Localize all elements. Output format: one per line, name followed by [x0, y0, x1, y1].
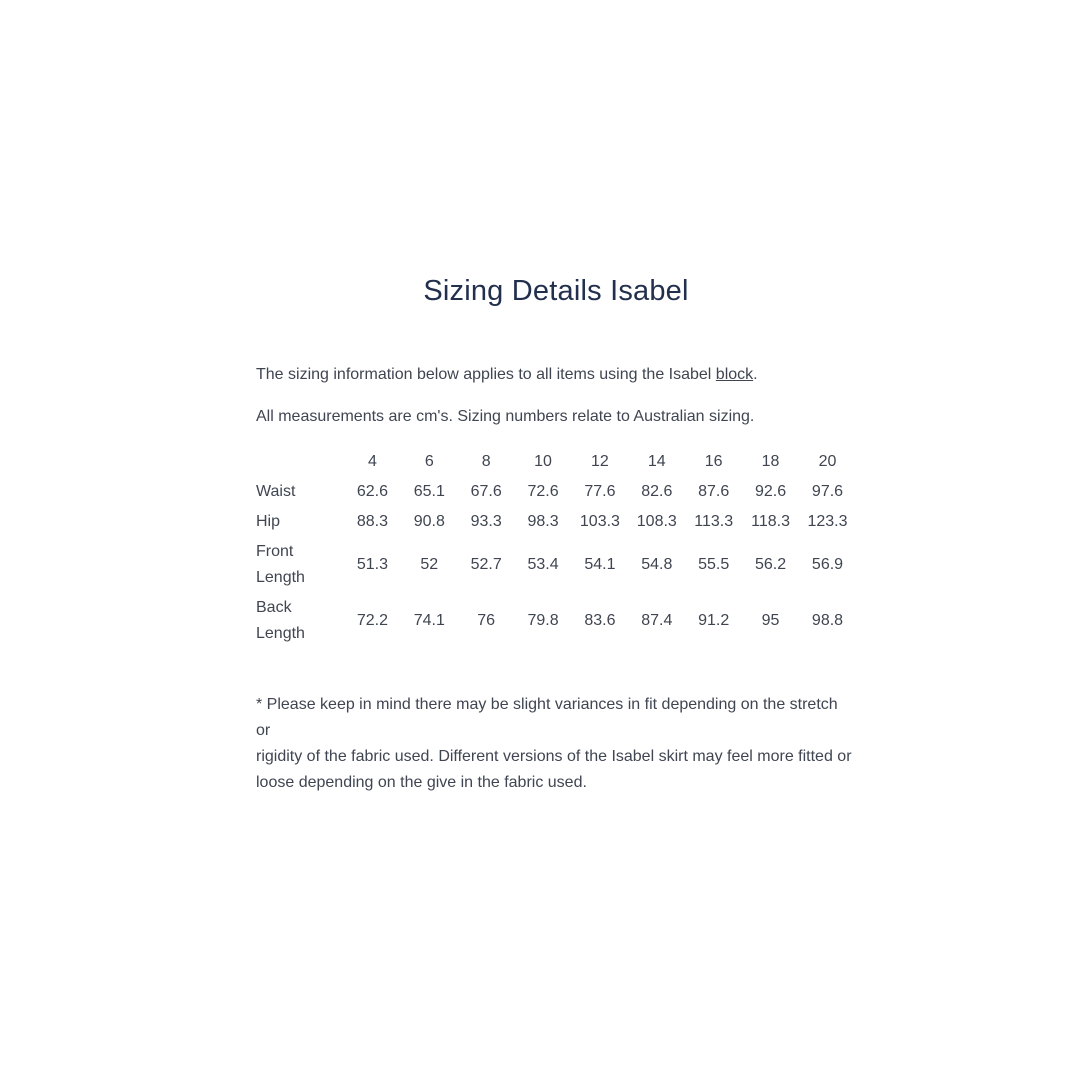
footnote-line: rigidity of the fabric used. Different versions of the Isabel skirt may feel more fitted or: [256, 748, 852, 765]
intro-text-after: .: [753, 366, 758, 383]
row-label: Front Length: [256, 543, 305, 586]
size-column-header: 18: [761, 453, 780, 470]
size-column-header: 14: [647, 453, 666, 470]
size-value-cell: 87.6: [698, 483, 730, 500]
size-value-cell: 123.3: [807, 513, 848, 530]
size-value-cell: 52.7: [470, 556, 502, 573]
size-value-cell: 54.1: [584, 556, 616, 573]
size-value-cell: 83.6: [584, 612, 616, 629]
footnote: [256, 692, 856, 796]
row-label: Back Length: [256, 599, 305, 642]
size-value-cell: 67.6: [470, 483, 502, 500]
measurements-note: All measurements are cm's. Sizing numbers relate to Australian sizing.: [256, 408, 755, 425]
size-value-cell: 82.6: [641, 483, 673, 500]
size-column-header: 12: [591, 453, 609, 470]
page-title: Sizing Details Isabel: [423, 275, 689, 307]
size-value-cell: 97.6: [811, 483, 844, 500]
size-column-header: 4: [367, 453, 377, 470]
size-value-cell: 77.6: [584, 483, 616, 500]
size-column-header: 20: [818, 453, 837, 470]
size-column-header: 8: [481, 453, 491, 470]
table-row: [256, 537, 856, 593]
corner-cell: [256, 447, 344, 477]
size-value-cell: 95: [761, 612, 780, 629]
size-value-cell: 93.3: [470, 513, 502, 530]
size-value-cell: 53.4: [527, 556, 559, 573]
intro-paragraph: [256, 362, 856, 388]
size-value-cell: 65.1: [413, 483, 445, 500]
size-value-cell: 55.5: [698, 556, 730, 573]
size-value-cell: 72.2: [356, 612, 388, 629]
size-value-cell: 88.3: [356, 513, 388, 530]
size-value-cell: 62.6: [356, 483, 388, 500]
size-value-cell: 87.4: [641, 612, 673, 629]
block-link[interactable]: block: [715, 366, 754, 383]
row-label: Hip: [256, 513, 281, 530]
size-value-cell: 118.3: [751, 513, 790, 530]
size-value-cell: 76: [477, 612, 496, 629]
size-value-cell: 51.3: [356, 556, 388, 573]
size-column-header: 10: [534, 453, 552, 470]
size-value-cell: 79.8: [527, 612, 559, 629]
size-value-cell: 52: [420, 556, 439, 573]
intro-text-before: The sizing information below applies to all items using the Isabel: [256, 366, 716, 383]
table-row: [256, 477, 856, 507]
size-value-cell: 54.8: [641, 556, 673, 573]
size-value-cell: 103.3: [579, 513, 620, 530]
size-value-cell: 113.3: [694, 513, 734, 530]
footnote-line: loose depending on the give in the fabric used.: [256, 774, 587, 791]
row-label: Waist: [256, 483, 296, 500]
size-value-cell: 98.8: [811, 612, 844, 629]
size-value-cell: 72.6: [527, 483, 559, 500]
table-row: [256, 593, 856, 649]
size-value-cell: 108.3: [636, 513, 677, 530]
size-value-cell: 91.2: [698, 612, 730, 629]
sizing-table-body: [256, 477, 856, 649]
sizing-table: [256, 447, 856, 649]
footnote-line: * Please keep in mind there may be slight variances in fit depending on the stretch or: [256, 696, 838, 739]
table-row: [256, 507, 856, 537]
size-value-cell: 56.9: [811, 556, 844, 573]
sizing-table-header-row: [256, 447, 856, 477]
size-value-cell: 74.1: [413, 612, 445, 629]
size-column-header: 6: [424, 453, 434, 470]
size-column-header: 16: [704, 453, 723, 470]
size-value-cell: 98.3: [527, 513, 559, 530]
size-value-cell: 92.6: [754, 483, 787, 500]
sizing-content: [256, 270, 856, 796]
size-value-cell: 90.8: [413, 513, 445, 530]
size-value-cell: 56.2: [754, 556, 787, 573]
